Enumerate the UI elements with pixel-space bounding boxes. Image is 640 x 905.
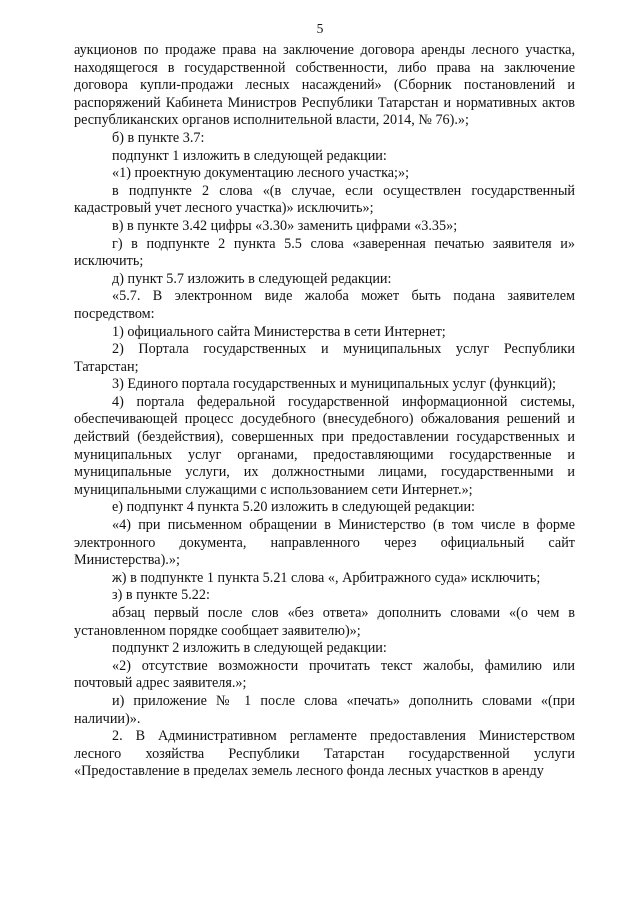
paragraph: «4) при письменном обращении в Министерство (в том числе в форме электронного документа, направленного через официальный сайт Министерства).»; [74, 517, 575, 569]
paragraph: абзац первый после слов «без ответа» дополнить словами «(о чем в установленном порядке сообщает заявителю)»; [74, 605, 575, 639]
paragraph: «2) отсутствие возможности прочитать текст жалобы, фамилию или почтовый адрес заявителя.»; [74, 657, 575, 692]
paragraph: г) в подпункте 2 пункта 5.5 слова «заверенная печатью заявителя и» исключить; [74, 235, 575, 270]
paragraph: 2) Портала государственных и муниципальных услуг Республики Татарстан; [74, 341, 575, 375]
paragraph: е) подпункт 4 пункта 5.20 изложить в следующей редакции: [112, 499, 475, 516]
paragraph: в) в пункте 3.42 цифры «3.30» заменить цифрами «3.35»; [112, 217, 458, 234]
document-body [74, 42, 575, 781]
paragraph: 3) Единого портала государственных и муниципальных услуг (функций); [112, 376, 556, 393]
paragraph: б) в пункте 3.7: [112, 129, 205, 146]
paragraph: з) в пункте 5.22: [112, 587, 210, 604]
paragraph: 4) портала федеральной государственной информационной системы, обеспечивающей процесс досудебного (внесудебного) обжалования решений и действий (бездействия), совершенных при предоставлении государственных и муниципальных услуг органами, предоставляющими государственные и муниципальные услуги, их должностными лицами, государственными и муниципальными служащими с использованием сети Интернет.»; [74, 393, 575, 498]
paragraph: подпункт 1 изложить в следующей редакции: [112, 147, 387, 164]
paragraph: подпункт 2 изложить в следующей редакции: [112, 640, 387, 657]
paragraph: «1) проектную документацию лесного участка;»; [112, 165, 410, 182]
paragraph: в подпункте 2 слова «(в случае, если осуществлен государственный кадастровый учет лесного участка)» исключить»; [74, 182, 575, 217]
paragraph: аукционов по продаже права на заключение договора аренды лесного участка, находящегося в государственной собственности, либо права на заключение договора купли-продажи лесных насаждений» (Сборник постановлений и распоряжений Кабинета Министров Республики Татарстан и нормативных актов республиканских органов исполнительной власти, 2014, № 76).»; [74, 42, 575, 129]
paragraph: 1) официального сайта Министерства в сети Интернет; [112, 323, 446, 340]
page-number: 5 [316, 21, 324, 36]
paragraph: «5.7. В электронном виде жалоба может быть подана заявителем посредством: [74, 288, 575, 322]
paragraph: и) приложение № 1 после слова «печать» дополнить словами «(при наличии)». [74, 692, 575, 727]
paragraph: ж) в подпункте 1 пункта 5.21 слова «, Арбитражного суда» исключить; [112, 569, 541, 586]
paragraph: 2. В Административном регламенте предоставления Министерством лесного хозяйства Республики Татарстан государственной услуги «Предоставление в пределах земель лесного фонда лесных участков в аренду [74, 728, 575, 780]
paragraph: д) пункт 5.7 изложить в следующей редакции: [112, 270, 392, 287]
